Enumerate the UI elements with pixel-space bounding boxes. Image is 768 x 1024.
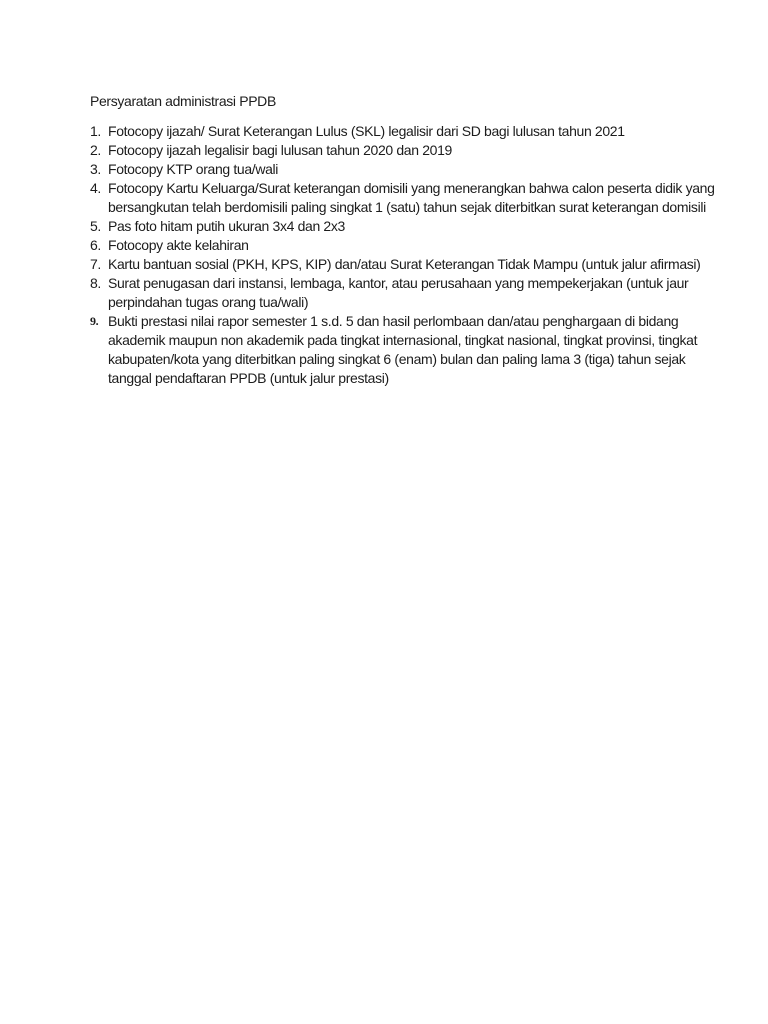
item-text	[108, 160, 690, 179]
item-text	[108, 141, 690, 160]
list-item	[90, 217, 690, 236]
item-line: kabupaten/kota yang diterbitkan paling singkat 6 (enam) bulan dan paling lama 3 (tiga) tahun sejak	[108, 351, 686, 367]
item-number: 4.	[90, 180, 101, 196]
item-line: perpindahan tugas orang tua/wali)	[108, 294, 309, 310]
item-number: 1.	[90, 123, 101, 139]
list-item	[90, 312, 698, 388]
item-line: Surat penugasan dari instansi, lembaga, kantor, atau perusahaan yang mempekerjakan (untuk jaur	[108, 275, 689, 291]
document-title: Persyaratan administrasi PPDB	[90, 93, 276, 109]
item-text	[108, 255, 700, 274]
list-item	[90, 274, 690, 312]
item-text	[108, 122, 690, 141]
item-text	[108, 217, 690, 236]
item-number: 5.	[90, 218, 101, 234]
item-text	[108, 236, 690, 255]
item-number: 7.	[90, 256, 101, 272]
item-line: bersangkutan telah berdomisili paling singkat 1 (satu) tahun sejak diterbitkan surat keterangan domisili	[108, 199, 706, 215]
item-line: Fotocopy KTP orang tua/wali	[108, 161, 279, 177]
item-line: Pas foto hitam putih ukuran 3x4 dan 2x3	[108, 218, 345, 234]
item-text	[108, 179, 715, 217]
requirements-list	[90, 122, 715, 388]
list-item	[90, 141, 690, 160]
list-item	[90, 122, 690, 141]
item-line: Fotocopy Kartu Keluarga/Surat keterangan domisili yang menerangkan bahwa calon peserta didik yang	[108, 180, 715, 196]
item-line: akademik maupun non akademik pada tingkat internasional, tingkat nasional, tingkat provinsi, tingkat	[108, 332, 698, 348]
item-number: 6.	[90, 237, 101, 253]
item-number: 9.	[90, 314, 99, 328]
item-text	[108, 274, 690, 312]
item-number: 2.	[90, 142, 101, 158]
item-line: Fotocopy ijazah legalisir bagi lulusan tahun 2020 dan 2019	[108, 142, 452, 158]
list-item	[90, 160, 690, 179]
list-item	[90, 236, 690, 255]
item-line: Fotocopy ijazah/ Surat Keterangan Lulus (SKL) legalisir dari SD bagi lulusan tahun 2021	[108, 123, 625, 139]
item-line: Bukti prestasi nilai rapor semester 1 s.d. 5 dan hasil perlombaan dan/atau penghargaan di bidang	[108, 313, 679, 329]
list-item	[90, 179, 715, 217]
item-line: tanggal pendaftaran PPDB (untuk jalur prestasi)	[108, 370, 389, 386]
list-item	[90, 255, 701, 274]
item-number: 8.	[90, 275, 101, 291]
item-number: 3.	[90, 161, 101, 177]
item-line: Kartu bantuan sosial (PKH, KPS, KIP) dan/atau Surat Keterangan Tidak Mampu (untuk jalur afirmasi)	[108, 256, 701, 272]
item-line: Fotocopy akte kelahiran	[108, 237, 249, 253]
item-text	[108, 312, 697, 388]
